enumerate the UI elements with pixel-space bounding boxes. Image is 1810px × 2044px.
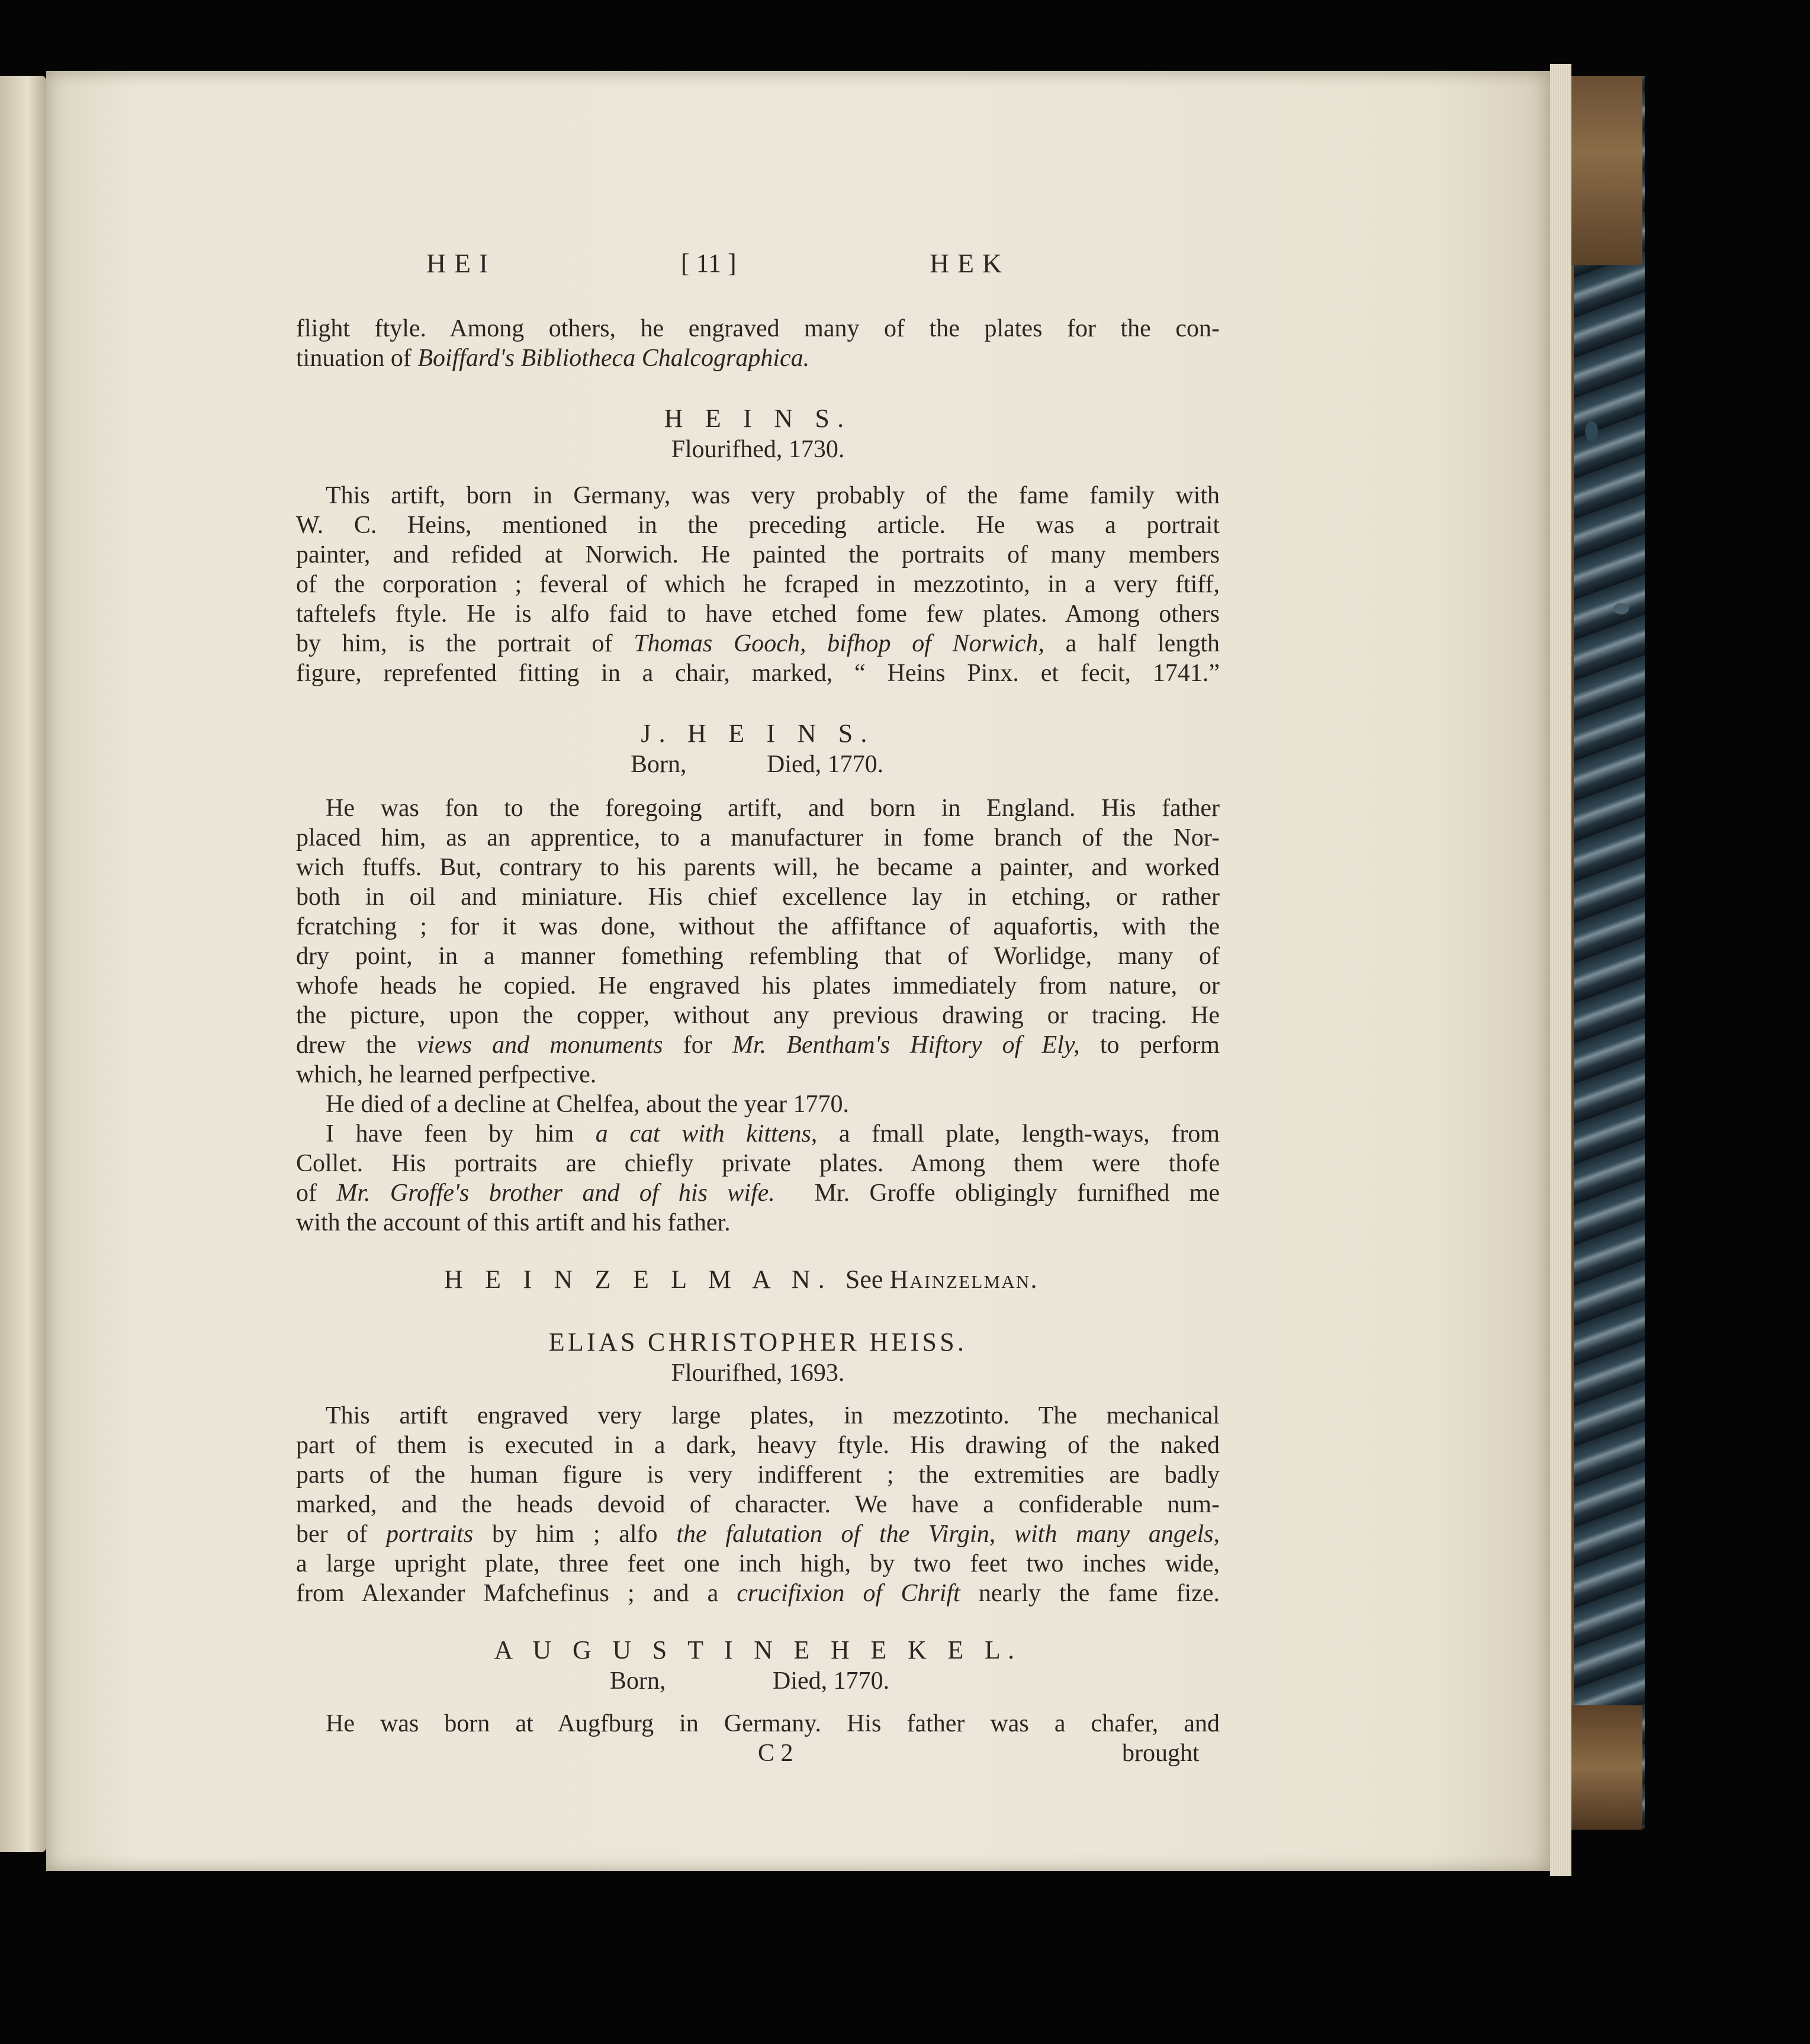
text-block xyxy=(296,249,1220,1788)
entry-line: by him, is the portrait of Thomas Gooch, bifhop of Norwich, a half length xyxy=(296,630,1220,657)
entry-line: He was fon to the foregoing artift, and born in England. His father xyxy=(326,795,1220,822)
entry-line: painter, and refided at Norwich. He painted the portraits of many members xyxy=(296,541,1220,568)
entry-line: both in oil and miniature. His chief excellence lay in etching, or rather xyxy=(296,883,1220,911)
continuation-line: flight ftyle. Among others, he engraved many of the plates for the con- xyxy=(296,315,1220,342)
entry-line: part of them is executed in a dark, heavy ftyle. His drawing of the naked xyxy=(296,1432,1220,1459)
entry-line: W. C. Heins, mentioned in the preceding article. He was a portrait xyxy=(296,512,1220,539)
see-label: See xyxy=(845,1265,883,1294)
entry-line: parts of the human figure is very indifferent ; the extremities are badly xyxy=(296,1461,1220,1489)
leather-spine-top xyxy=(1571,76,1642,265)
continuation-line: tinuation of Boiffard's Bibliotheca Chalcographica. xyxy=(296,345,810,372)
entry-line: wich ftuffs. But, contrary to his parents will, he became a painter, and worked xyxy=(296,854,1220,881)
entry-heading: J. H E I N S. xyxy=(641,719,875,748)
entry-line: This artift, born in Germany, was very probably of the fame family with xyxy=(326,482,1220,509)
entry-heading: H E I N S. xyxy=(664,404,852,433)
running-head-left: HEI xyxy=(426,248,497,278)
entry-line: which, he learned perfpective. xyxy=(296,1061,597,1088)
entry-line: with the account of this artift and his father. xyxy=(296,1209,731,1236)
entry-heading: ELIAS CHRISTOPHER HEISS. xyxy=(548,1328,967,1357)
entry-line: He was born at Augfburg in Germany. His father was a chafer, and xyxy=(326,1710,1220,1737)
entry-died: Died, 1770. xyxy=(767,751,884,778)
entry-line: ber of portraits by him ; alfo the falutation of the Virgin, with many angels, xyxy=(296,1521,1220,1548)
entry-line: This artift engraved very large plates, in mezzotinto. The mechanical xyxy=(326,1402,1220,1429)
page-number: [ 11 ] xyxy=(681,249,737,278)
marbled-cover xyxy=(1571,76,1645,1828)
entry-line: from Alexander Mafchefinus ; and a crucifixion of Chrift nearly the fame fize. xyxy=(296,1580,1220,1607)
catchword: brought xyxy=(1122,1740,1200,1767)
entry-line: of the corporation ; feveral of which he fcraped in mezzotinto, in a very ftiff, xyxy=(296,571,1220,598)
entry-line: marked, and the heads devoid of character. We have a confiderable num- xyxy=(296,1491,1220,1518)
entry-line: whofe heads he copied. He engraved his plates immediately from nature, or xyxy=(296,972,1220,999)
entry-heading-xref xyxy=(444,1265,1214,1294)
see-reference: Hainzelman. xyxy=(889,1265,1039,1294)
entry-line: dry point, in a manner fomething refembling that of Worlidge, many of xyxy=(296,943,1220,970)
signature-mark: C 2 xyxy=(758,1740,793,1767)
entry-born: Born, xyxy=(610,1667,666,1695)
entry-dates: Flourifhed, 1693. xyxy=(671,1360,845,1387)
entry-line: drew the views and monuments for Mr. Bentham's Hiftory of Ely, to perform xyxy=(296,1031,1220,1059)
entry-line: a large upright plate, three feet one inch high, by two feet two inches wide, xyxy=(296,1550,1220,1577)
running-head-right: HEK xyxy=(930,248,1010,278)
page-fore-edge xyxy=(1550,64,1571,1876)
running-head xyxy=(296,249,1220,296)
entry-heading: A U G U S T I N E H E K E L. xyxy=(494,1635,1022,1664)
entry-line: the picture, upon the copper, without any previous drawing or tracing. He xyxy=(296,1002,1220,1029)
entry-dates: Flourifhed, 1730. xyxy=(671,436,845,463)
entry-line: He died of a decline at Chelfea, about the year 1770. xyxy=(326,1091,849,1118)
entry-died: Died, 1770. xyxy=(773,1667,890,1695)
entry-line: Collet. His portraits are chiefly private plates. Among them were thofe xyxy=(296,1150,1220,1177)
entry-born: Born, xyxy=(631,751,687,778)
entry-line: fcratching ; for it was done, without the affiftance of aquafortis, with the xyxy=(296,913,1220,940)
leather-spine-bottom xyxy=(1571,1705,1642,1830)
entry-heading: H E I N Z E L M A N. xyxy=(444,1265,832,1294)
entry-line: of Mr. Groffe's brother and of his wife. Mr. Groffe obligingly furnifhed me xyxy=(296,1180,1220,1207)
entry-line: I have feen by him a cat with kittens, a fmall plate, length-ways, from xyxy=(326,1120,1220,1148)
entry-line: taftelefs ftyle. He is alfo faid to have etched fome few plates. Among others xyxy=(296,600,1220,628)
entry-line: figure, reprefented fitting in a chair, marked, “ Heins Pinx. et fecit, 1741.” xyxy=(296,660,1220,687)
facing-page-edge xyxy=(0,76,46,1852)
entry-line: placed him, as an apprentice, to a manufacturer in fome branch of the Nor- xyxy=(296,824,1220,851)
